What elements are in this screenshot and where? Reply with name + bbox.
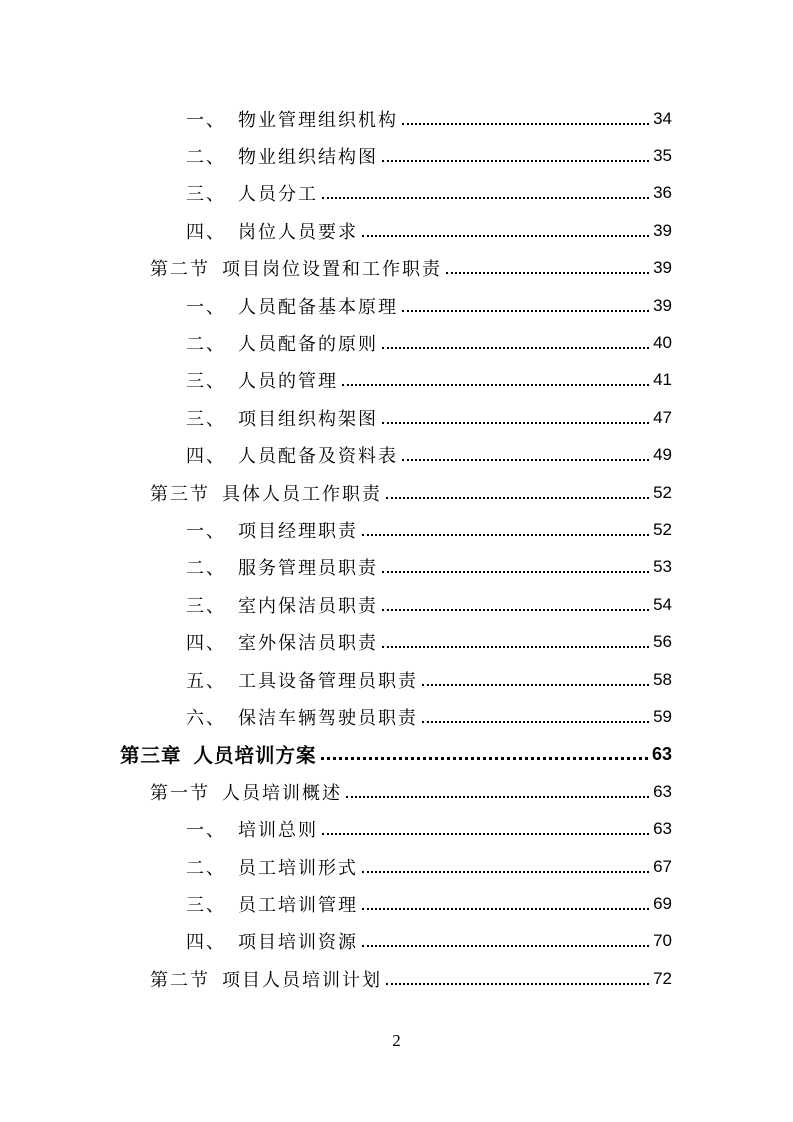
dot-leader: [321, 745, 648, 763]
toc-entry-page: 63: [651, 743, 672, 764]
toc-entry-number: 三、: [186, 894, 226, 916]
toc-entry[interactable]: [186, 212, 672, 249]
toc-entry-text: 物业管理组织机构: [238, 109, 398, 131]
toc-entry-title: [186, 442, 398, 468]
toc-entry-number: 第二节: [150, 969, 210, 991]
toc-entry-page: 59: [653, 706, 672, 726]
dot-leader: [382, 147, 649, 165]
toc-entry-title: [186, 592, 378, 618]
toc-entry-title: [186, 218, 358, 244]
toc-entry-page: 54: [653, 594, 672, 614]
toc-entry-page: 40: [653, 332, 672, 352]
toc-entry[interactable]: [150, 250, 672, 287]
dot-leader: [362, 895, 649, 913]
toc-entry-text: 项目人员培训计划: [222, 969, 382, 991]
dot-leader: [422, 708, 649, 726]
toc-entry-number: 二、: [186, 558, 226, 580]
toc-entry-page: 72: [653, 968, 672, 988]
toc-entry-text: 室外保洁员职责: [238, 633, 378, 655]
toc-entry[interactable]: [186, 923, 672, 960]
toc-entry-page: 53: [653, 557, 672, 577]
toc-entry-number: 一、: [186, 109, 226, 131]
toc-entry-number: 二、: [186, 146, 226, 168]
toc-entry-text: 人员的管理: [238, 371, 338, 393]
toc-entry-page: 47: [653, 407, 672, 427]
toc-entry-page: 69: [653, 893, 672, 913]
dot-leader: [382, 409, 649, 427]
toc-entry-text: 岗位人员要求: [238, 221, 358, 243]
page-number: 2: [392, 1031, 401, 1050]
toc-entry[interactable]: [186, 885, 672, 922]
toc-entry-number: 四、: [186, 221, 226, 243]
toc-entry-title: [186, 367, 338, 393]
toc-entry-title: [150, 779, 342, 805]
toc-entry[interactable]: [186, 362, 672, 399]
toc-entry[interactable]: [186, 437, 672, 474]
dot-leader: [322, 820, 649, 838]
toc-entry-title: [186, 704, 418, 730]
dot-leader: [402, 110, 649, 128]
toc-entry-number: 五、: [186, 670, 226, 692]
toc-entry-number: 六、: [186, 707, 226, 729]
toc-entry[interactable]: [186, 698, 672, 735]
dot-leader: [362, 932, 649, 950]
toc-entry-page: 52: [653, 482, 672, 502]
toc-entry-title: [186, 180, 318, 206]
toc-entry[interactable]: [186, 511, 672, 548]
toc-entry[interactable]: [186, 549, 672, 586]
toc-entry[interactable]: [150, 960, 672, 997]
toc-entry-number: 一、: [186, 296, 226, 318]
toc-entry-title: [120, 740, 317, 768]
toc-entry-page: 52: [653, 519, 672, 539]
toc-entry-number: 四、: [186, 446, 226, 468]
toc-entry[interactable]: [186, 661, 672, 698]
toc-entry-text: 具体人员工作职责: [222, 483, 382, 505]
toc-entry-page: 39: [653, 295, 672, 315]
toc-entry-number: 二、: [186, 333, 226, 355]
toc-entry[interactable]: [186, 399, 672, 436]
toc-entry-page: 56: [653, 632, 672, 652]
toc-entry-text: 工具设备管理员职责: [238, 670, 418, 692]
dot-leader: [346, 783, 649, 801]
toc-entry-page: 36: [653, 183, 672, 203]
toc-entry-title: [186, 106, 398, 132]
dot-leader: [362, 521, 649, 539]
toc-entry[interactable]: [186, 137, 672, 174]
dot-leader: [402, 297, 649, 315]
dot-leader: [342, 371, 649, 389]
toc-entry-text: 员工培训形式: [238, 857, 358, 879]
toc-entry-number: 四、: [186, 932, 226, 954]
toc-entry-text: 项目培训资源: [238, 932, 358, 954]
dot-leader: [362, 858, 649, 876]
toc-entry-number: 三、: [186, 371, 226, 393]
toc-entry-title: [186, 816, 318, 842]
dot-leader: [402, 446, 649, 464]
toc-entry-number: 二、: [186, 857, 226, 879]
toc-entry[interactable]: [186, 586, 672, 623]
toc-entry-number: 第一节: [150, 782, 210, 804]
toc-entry-number: 四、: [186, 633, 226, 655]
toc-entry-text: 人员培训方案: [193, 744, 317, 768]
toc-entry-text: 人员配备及资料表: [238, 446, 398, 468]
toc-entry-title: [186, 854, 358, 880]
toc-entry-text: 物业组织结构图: [238, 146, 378, 168]
toc-entry-page: 39: [653, 258, 672, 278]
toc-entry-text: 项目岗位设置和工作职责: [222, 259, 442, 281]
toc-entry-text: 人员配备的原则: [238, 333, 378, 355]
toc-entry[interactable]: [186, 287, 672, 324]
dot-leader: [382, 334, 649, 352]
toc-entry[interactable]: [186, 624, 672, 661]
toc-entry[interactable]: [186, 324, 672, 361]
dot-leader: [382, 633, 649, 651]
toc-entry-number: 三、: [186, 408, 226, 430]
toc-entry[interactable]: [150, 474, 672, 511]
toc-entry-text: 项目经理职责: [238, 520, 358, 542]
toc-entry[interactable]: [186, 811, 672, 848]
toc-entry-number: 三、: [186, 595, 226, 617]
toc-entry-text: 保洁车辆驾驶员职责: [238, 707, 418, 729]
dot-leader: [322, 184, 649, 202]
toc-entry-title: [186, 293, 398, 319]
toc-entry-text: 人员分工: [238, 184, 318, 206]
toc-entry-title: [186, 629, 378, 655]
toc-entry[interactable]: [120, 736, 672, 773]
toc-entry-page: 41: [653, 370, 672, 390]
toc-entry-page: 67: [653, 856, 672, 876]
toc-entry-number: 三、: [186, 184, 226, 206]
toc-entry-text: 项目组织构架图: [238, 408, 378, 430]
dot-leader: [386, 484, 649, 502]
dot-leader: [362, 222, 649, 240]
toc-entry-number: 第三节: [150, 483, 210, 505]
toc-entry-text: 室内保洁员职责: [238, 595, 378, 617]
toc-entry-text: 服务管理员职责: [238, 558, 378, 580]
toc-entry-title: [186, 330, 378, 356]
toc-entry-title: [186, 405, 378, 431]
toc-entry-number: 一、: [186, 820, 226, 842]
dot-leader: [422, 671, 649, 689]
toc-entry-page: 63: [653, 781, 672, 801]
toc-entry-page: 49: [653, 445, 672, 465]
dot-leader: [382, 596, 649, 614]
toc-entry-text: 人员配备基本原理: [238, 296, 398, 318]
toc-entry-number: 一、: [186, 520, 226, 542]
toc-entry-number: 第三章: [120, 744, 182, 768]
dot-leader: [446, 259, 649, 277]
toc-entry-page: 39: [653, 220, 672, 240]
toc-entry-title: [186, 891, 358, 917]
toc-entry-title: [150, 255, 442, 281]
toc-entry-page: 63: [653, 819, 672, 839]
toc-entry-page: 35: [653, 145, 672, 165]
toc-entry-title: [186, 667, 418, 693]
toc-entry[interactable]: [186, 848, 672, 885]
toc-entry-text: 培训总则: [238, 820, 318, 842]
toc-entry-page: 34: [653, 108, 672, 128]
toc-entry-page: 58: [653, 669, 672, 689]
toc-entry-title: [186, 517, 358, 543]
toc-entry-title: [150, 966, 382, 992]
toc-entry-title: [186, 554, 378, 580]
dot-leader: [382, 558, 649, 576]
toc-entry-text: 员工培训管理: [238, 894, 358, 916]
toc-entry-page: 70: [653, 931, 672, 951]
toc-entry-title: [150, 480, 382, 506]
toc-entry[interactable]: [150, 773, 672, 810]
toc-entry[interactable]: [186, 100, 672, 137]
dot-leader: [386, 970, 649, 988]
toc-entry-text: 人员培训概述: [222, 782, 342, 804]
toc-entry-number: 第二节: [150, 259, 210, 281]
toc-entry[interactable]: [186, 175, 672, 212]
toc-entry-title: [186, 928, 358, 954]
toc-entry-title: [186, 143, 378, 169]
